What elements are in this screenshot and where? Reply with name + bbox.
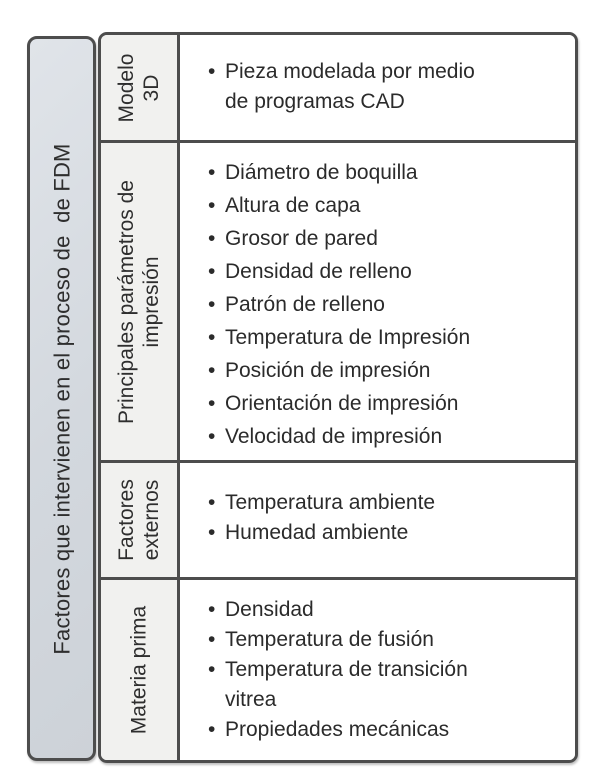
list-item: • Pieza modelada por medio de programas CAD — [208, 57, 503, 117]
list-item: • Temperatura de Impresión — [208, 321, 548, 354]
list-item: • Grosor de pared — [208, 222, 548, 255]
list-item: • Temperatura ambiente — [208, 488, 548, 518]
list-item: • Densidad de relleno — [208, 255, 548, 288]
side-label-bar — [27, 36, 96, 761]
list-item: • Propiedades mecánicas — [208, 715, 503, 745]
bullet-list — [180, 35, 503, 117]
row-header-label: Modelo 3D — [115, 53, 163, 122]
row-content-parametros — [180, 143, 575, 460]
list-item: • Velocidad de impresión — [208, 420, 548, 453]
list-item: • Orientación de impresión — [208, 387, 548, 420]
table-row-factores-externos — [101, 463, 575, 580]
table-row-modelo-3d — [101, 35, 575, 143]
list-item: • Patrón de relleno — [208, 288, 548, 321]
factors-table — [98, 32, 578, 763]
bullet-list — [180, 580, 503, 745]
side-label: Factores que intervienen en el proceso de de FDM — [49, 142, 74, 655]
row-header-factores-externos — [101, 463, 180, 577]
bullet-list — [180, 143, 548, 453]
row-content-materia-prima — [180, 580, 575, 760]
row-header-modelo-3d — [101, 35, 180, 140]
row-header-label: Principales parámetros de impresión — [115, 179, 163, 424]
table-row-parametros — [101, 143, 575, 463]
row-header-label: Factores externos — [115, 479, 163, 561]
list-item: • Diámetro de boquilla — [208, 156, 548, 189]
list-item: • Temperatura de transición vitrea — [208, 655, 503, 715]
list-item: • Temperatura de fusión — [208, 625, 503, 655]
list-item: • Humedad ambiente — [208, 518, 548, 548]
list-item: • Altura de capa — [208, 189, 548, 222]
bullet-list — [180, 463, 548, 548]
table-row-materia-prima — [101, 580, 575, 760]
list-item: • Posición de impresión — [208, 354, 548, 387]
list-item: • Densidad — [208, 595, 503, 625]
row-content-modelo-3d — [180, 35, 575, 140]
row-header-materia-prima — [101, 580, 180, 760]
row-header-label: Materia prima — [127, 605, 151, 735]
row-header-parametros — [101, 143, 180, 460]
row-content-factores-externos — [180, 463, 575, 577]
